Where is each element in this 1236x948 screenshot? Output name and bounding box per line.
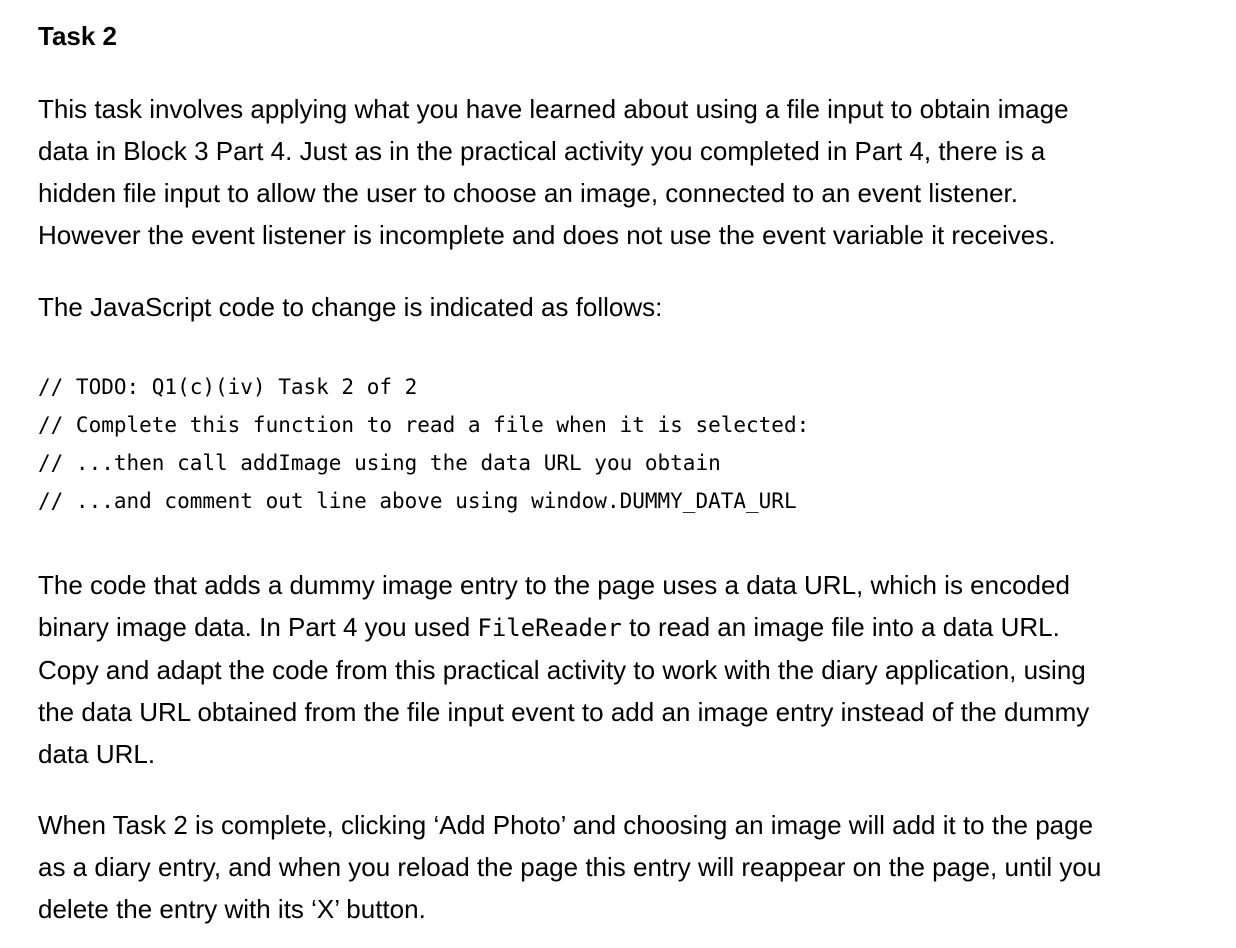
code-intro-paragraph	[38, 286, 662, 328]
completion-line: delete the entry with its ‘X’ button.	[38, 894, 426, 924]
code-line: // ...and comment out line above using window.DUMMY_DATA_URL	[38, 489, 797, 513]
explanation-line: The code that adds a dummy image entry to the page uses a data URL, which is encoded	[38, 570, 1070, 600]
task-title: Task 2	[38, 21, 118, 51]
completion-paragraph	[38, 804, 1101, 930]
intro-line: hidden file input to allow the user to choose an image, connected to an event listener.	[38, 178, 1018, 208]
code-line: // TODO: Q1(c)(iv) Task 2 of 2	[38, 375, 418, 399]
code-intro-text: The JavaScript code to change is indicated as follows:	[38, 292, 663, 322]
explanation-text: to read an image file into a data URL.	[621, 612, 1060, 642]
filereader-code: FileReader	[477, 614, 622, 642]
explanation-paragraph	[38, 564, 1089, 775]
code-line: // ...then call addImage using the data URL you obtain	[38, 451, 721, 475]
intro-line: This task involves applying what you have learned about using a file input to obtain image	[38, 94, 1069, 124]
explanation-line	[38, 606, 1089, 649]
explanation-line: Copy and adapt the code from this practical activity to work with the diary application, using	[38, 655, 1086, 685]
intro-line: However the event listener is incomplete and does not use the event variable it receives.	[38, 220, 1056, 250]
completion-line: as a diary entry, and when you reload the page this entry will reappear on the page, until you	[38, 852, 1102, 882]
explanation-line: data URL.	[38, 739, 156, 769]
explanation-line: the data URL obtained from the file input event to add an image entry instead of the dummy	[38, 697, 1090, 727]
code-line: // Complete this function to read a file when it is selected:	[38, 413, 810, 437]
completion-line: When Task 2 is complete, clicking ‘Add Photo’ and choosing an image will add it to the page	[38, 810, 1094, 840]
explanation-text: binary image data. In Part 4 you used	[38, 612, 478, 642]
intro-paragraph	[38, 88, 1069, 256]
code-block	[38, 368, 809, 520]
intro-line: data in Block 3 Part 4. Just as in the practical activity you completed in Part 4, there is a	[38, 136, 1046, 166]
